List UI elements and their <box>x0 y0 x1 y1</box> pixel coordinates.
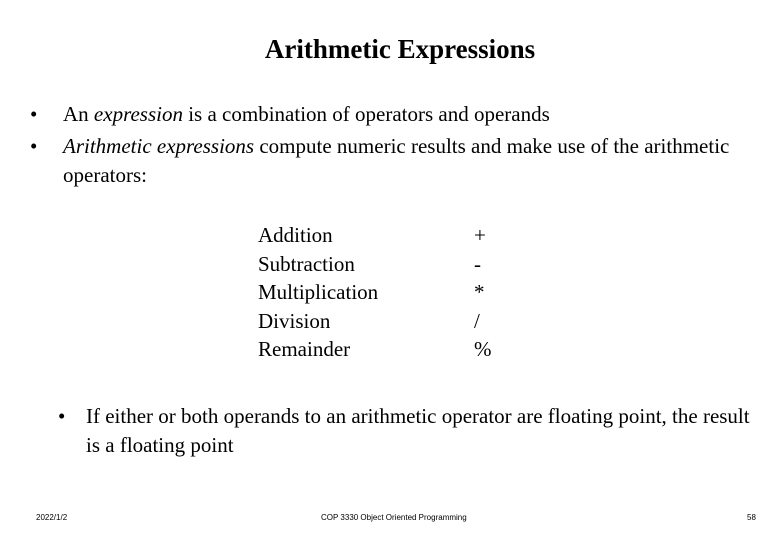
footer-course: COP 3330 Object Oriented Programming <box>321 513 467 522</box>
operator-symbol: + <box>474 223 486 247</box>
operator-symbol: % <box>474 337 492 362</box>
bullet-item <box>30 132 760 190</box>
operator-name: Remainder <box>258 337 351 362</box>
operator-row <box>258 250 481 279</box>
bullet-text-pre: An <box>63 102 94 126</box>
bullet-item <box>30 100 760 129</box>
footer-date: 2022/1/2 <box>36 513 68 522</box>
note-bullet <box>58 402 758 460</box>
operator-name: Addition <box>258 223 333 247</box>
operator-row <box>258 278 485 307</box>
note-text: If either or both operands to an arithmetic operator are floating point, the result is a floating point <box>86 404 750 457</box>
operator-name: Subtraction <box>258 251 355 276</box>
slide-title: Arithmetic Expressions <box>264 34 536 64</box>
bullet-glyph: • <box>58 404 66 428</box>
footer-page-number: 58 <box>747 513 756 522</box>
bullet-text-post: compute numeric results and make use of the arithmetic operators: <box>63 134 730 187</box>
operator-row <box>258 335 492 364</box>
bullet-emphasis: Arithmetic expressions <box>63 134 255 158</box>
operator-row <box>258 307 480 336</box>
operator-name: Multiplication <box>258 280 379 305</box>
operator-symbol: - <box>474 251 481 276</box>
bullet-text-post: is a combination of operators and operands <box>182 102 550 126</box>
bullet-emphasis: expression <box>93 102 183 126</box>
bullet-list <box>30 100 760 193</box>
bullet-glyph: • <box>30 102 38 126</box>
operator-row <box>258 221 486 250</box>
bullet-glyph: • <box>30 134 38 158</box>
operator-symbol: / <box>474 308 480 333</box>
operator-name: Division <box>258 308 331 333</box>
operator-symbol: * <box>474 280 485 305</box>
operator-table <box>258 221 492 364</box>
